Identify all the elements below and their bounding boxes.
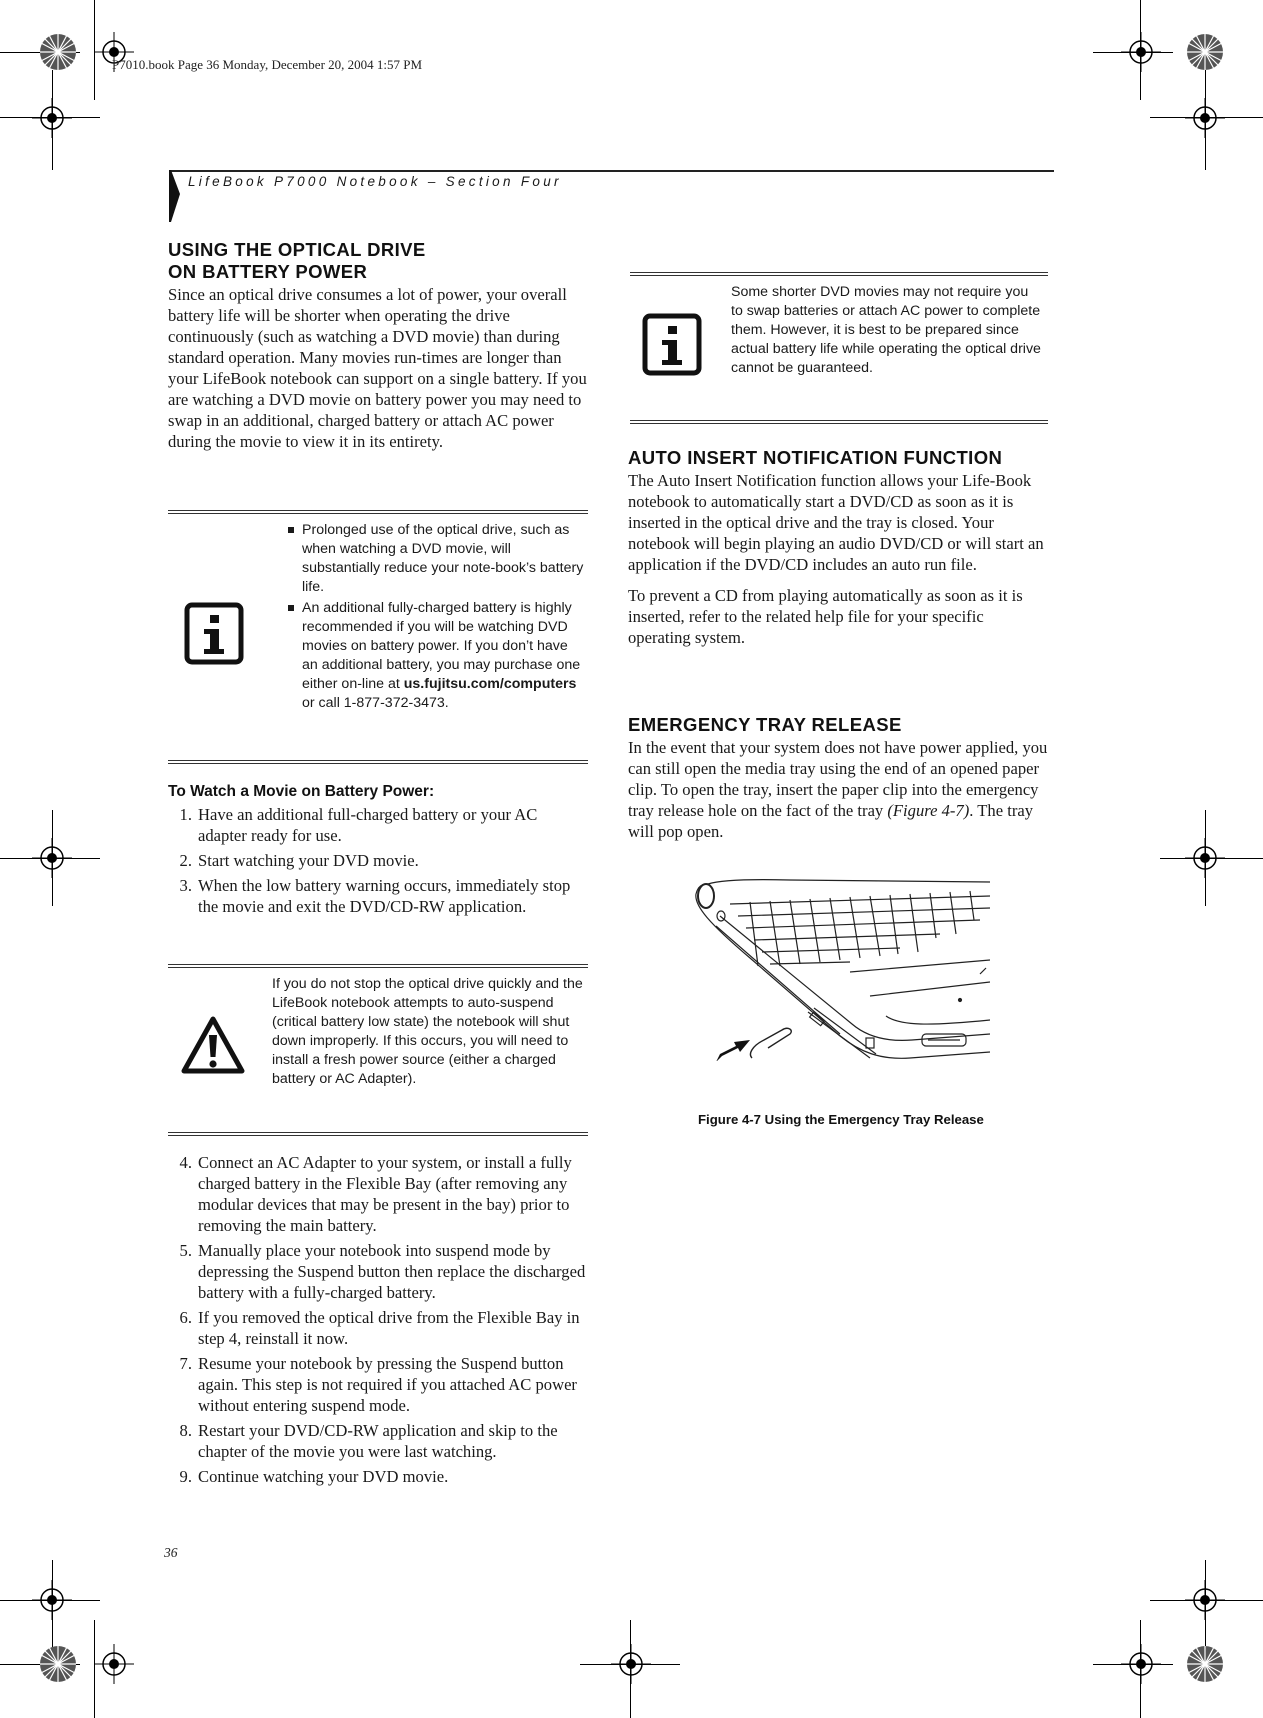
note-rule-bottom <box>168 1132 588 1136</box>
step-item <box>170 875 588 917</box>
step-item <box>170 1307 590 1349</box>
steps-list <box>170 1152 590 1487</box>
bullet-square-icon <box>288 605 294 611</box>
print-slug: P7010.book Page 36 Monday, December 20, 2004 1:57 PM <box>112 57 423 72</box>
step-number: 9. <box>179 1467 192 1486</box>
registration-mark-icon <box>1185 98 1225 138</box>
section-auto-insert <box>628 447 1048 648</box>
laptop-illustration <box>690 876 990 1061</box>
section-paragraph <box>628 737 1048 842</box>
section-paragraph: Since an optical drive consumes a lot of power, your overall battery life will be shorter when operating the drive continuously (such as watching a DVD movie) than during standard operation. Many movies run-times are longer than your LifeBook notebook can support on a single battery. If you are watching a DVD movie on battery power you may need to swap in an additional, charged battery or attach AC power during the movie to view it in its entirety. <box>168 285 587 451</box>
star-target-icon <box>38 1644 78 1684</box>
step-text: Continue watching your DVD movie. <box>198 1467 449 1486</box>
procedure-steps-a <box>170 804 588 921</box>
step-number: 6. <box>179 1308 192 1327</box>
note-rule-bottom <box>168 760 588 764</box>
note-bullet-text: An additional fully-charged battery is highly recommended if you will be watching DVD movies on battery power. If you don’t have an additional battery, you may purchase one either on-line at <box>302 600 581 692</box>
note-rule-bottom <box>630 420 1048 424</box>
note-rule-top <box>630 272 1048 276</box>
step-number: 8. <box>179 1421 192 1440</box>
registration-mark-icon <box>1121 32 1161 72</box>
registration-mark-icon <box>1185 1580 1225 1620</box>
bullet-square-icon <box>288 527 294 533</box>
step-text: If you removed the optical drive from the Flexible Bay in step 4, reinstall it now. <box>198 1308 580 1348</box>
note-bullet-text: Prolonged use of the optical drive, such as when watching a DVD movie, will substantially reduce your note-book’s battery life. <box>302 522 584 595</box>
steps-list <box>170 804 588 917</box>
section-paragraph: The Auto Insert Notification function allows your Life-Book notebook to automatically start a DVD/CD as soon as it is inserted in the optical drive and the tray is closed. Your notebook will begin playing an audio DVD/CD or will start an application if the DVD/CD includes an auto run file. <box>628 471 1044 574</box>
section-title-line1: USING THE OPTICAL DRIVE <box>168 239 426 260</box>
info-note-battery <box>286 521 586 713</box>
star-target-icon <box>1185 32 1225 72</box>
step-item <box>170 1353 590 1416</box>
note-bullet-text: or call 1-877-372-3473. <box>302 695 449 711</box>
note-bullet <box>286 599 586 713</box>
paragraph-text: . The tray will pop open. <box>628 801 1034 841</box>
registration-mark-icon <box>611 1644 651 1684</box>
section-using-optical-drive <box>168 239 588 452</box>
figure-caption: Figure 4-7 Using the Emergency Tray Release <box>698 1112 984 1127</box>
note-rule-top <box>168 510 588 514</box>
registration-mark-icon <box>32 1580 72 1620</box>
info-icon <box>184 602 244 665</box>
warning-icon <box>180 1015 246 1075</box>
section-title-line2: ON BATTERY POWER <box>168 261 368 282</box>
step-text: When the low battery warning occurs, immediately stop the movie and exit the DVD/CD-RW application. <box>198 876 571 916</box>
section-emergency-tray <box>628 714 1048 842</box>
procedure-steps-b <box>170 1152 590 1491</box>
registration-mark-icon <box>94 1644 134 1684</box>
note-rule-top <box>168 964 588 968</box>
step-text: Start watching your DVD movie. <box>198 851 419 870</box>
step-item <box>170 804 588 846</box>
step-text: Restart your DVD/CD-RW application and skip to the chapter of the movie you were last watching. <box>198 1421 558 1461</box>
header-rule <box>170 170 1054 172</box>
info-icon <box>642 313 702 376</box>
registration-mark-icon <box>1121 1644 1161 1684</box>
warning-note: If you do not stop the optical drive quickly and the LifeBook notebook attempts to auto-suspend (critical battery low state) the notebook will shut down improperly. If this occurs, you will need to install a fresh power source (either a charged battery or AC Adapter). <box>272 976 583 1087</box>
step-text: Connect an AC Adapter to your system, or install a fully charged battery in the Flexible Bay (after removing any modular devices that may be present in the bay) prior to removing the main battery. <box>198 1153 572 1235</box>
crop-line <box>0 858 100 859</box>
star-target-icon <box>1185 1644 1225 1684</box>
step-item <box>170 1152 590 1236</box>
step-text: Manually place your notebook into suspend mode by depressing the Suspend button then replace the discharged battery with a fully-charged battery. <box>198 1241 586 1302</box>
registration-mark-icon <box>32 98 72 138</box>
step-text: Have an additional full-charged battery or your AC adapter ready for use. <box>198 805 538 845</box>
running-header: LifeBook P7000 Notebook – Section Four <box>188 174 562 189</box>
figure-reference[interactable]: (Figure 4-7) <box>887 801 970 820</box>
fujitsu-link[interactable]: us.fujitsu.com/computers <box>403 676 577 692</box>
note-bullet <box>286 521 586 597</box>
step-number: 7. <box>179 1354 192 1373</box>
section-title: AUTO INSERT NOTIFICATION FUNCTION <box>628 447 1003 468</box>
step-item <box>170 850 588 871</box>
step-text: Resume your notebook by pressing the Suspend button again. This step is not required if you attached AC power without entering suspend mode. <box>198 1354 577 1415</box>
crop-line <box>1160 858 1263 859</box>
paragraph-text: In the event that your system does not have power applied, you can still open the media tray using the end of an opened paper clip. To open the tray, insert the paper clip into the emergency tray release hole on the fact of the tray <box>628 738 1048 820</box>
info-note-short-movies: Some shorter DVD movies may not require you to swap batteries or attach AC power to complete them. However, it is best to be prepared since actual battery life while operating the optical drive cannot be guaranteed. <box>731 284 1041 376</box>
procedure-title: To Watch a Movie on Battery Power: <box>168 783 435 800</box>
page-number: 36 <box>164 1545 178 1560</box>
step-number: 5. <box>179 1241 192 1260</box>
section-title <box>168 239 588 283</box>
step-number: 4. <box>179 1153 192 1172</box>
step-item <box>170 1420 590 1462</box>
header-tab-icon <box>169 170 181 222</box>
section-title: EMERGENCY TRAY RELEASE <box>628 714 902 735</box>
step-number: 3. <box>179 876 192 895</box>
section-paragraph: To prevent a CD from playing automatically as soon as it is inserted, refer to the related help file for your specific operating system. <box>628 586 1023 647</box>
step-item <box>170 1466 590 1487</box>
step-number: 1. <box>179 805 192 824</box>
star-target-icon <box>38 32 78 72</box>
step-number: 2. <box>179 851 192 870</box>
step-item <box>170 1240 590 1303</box>
